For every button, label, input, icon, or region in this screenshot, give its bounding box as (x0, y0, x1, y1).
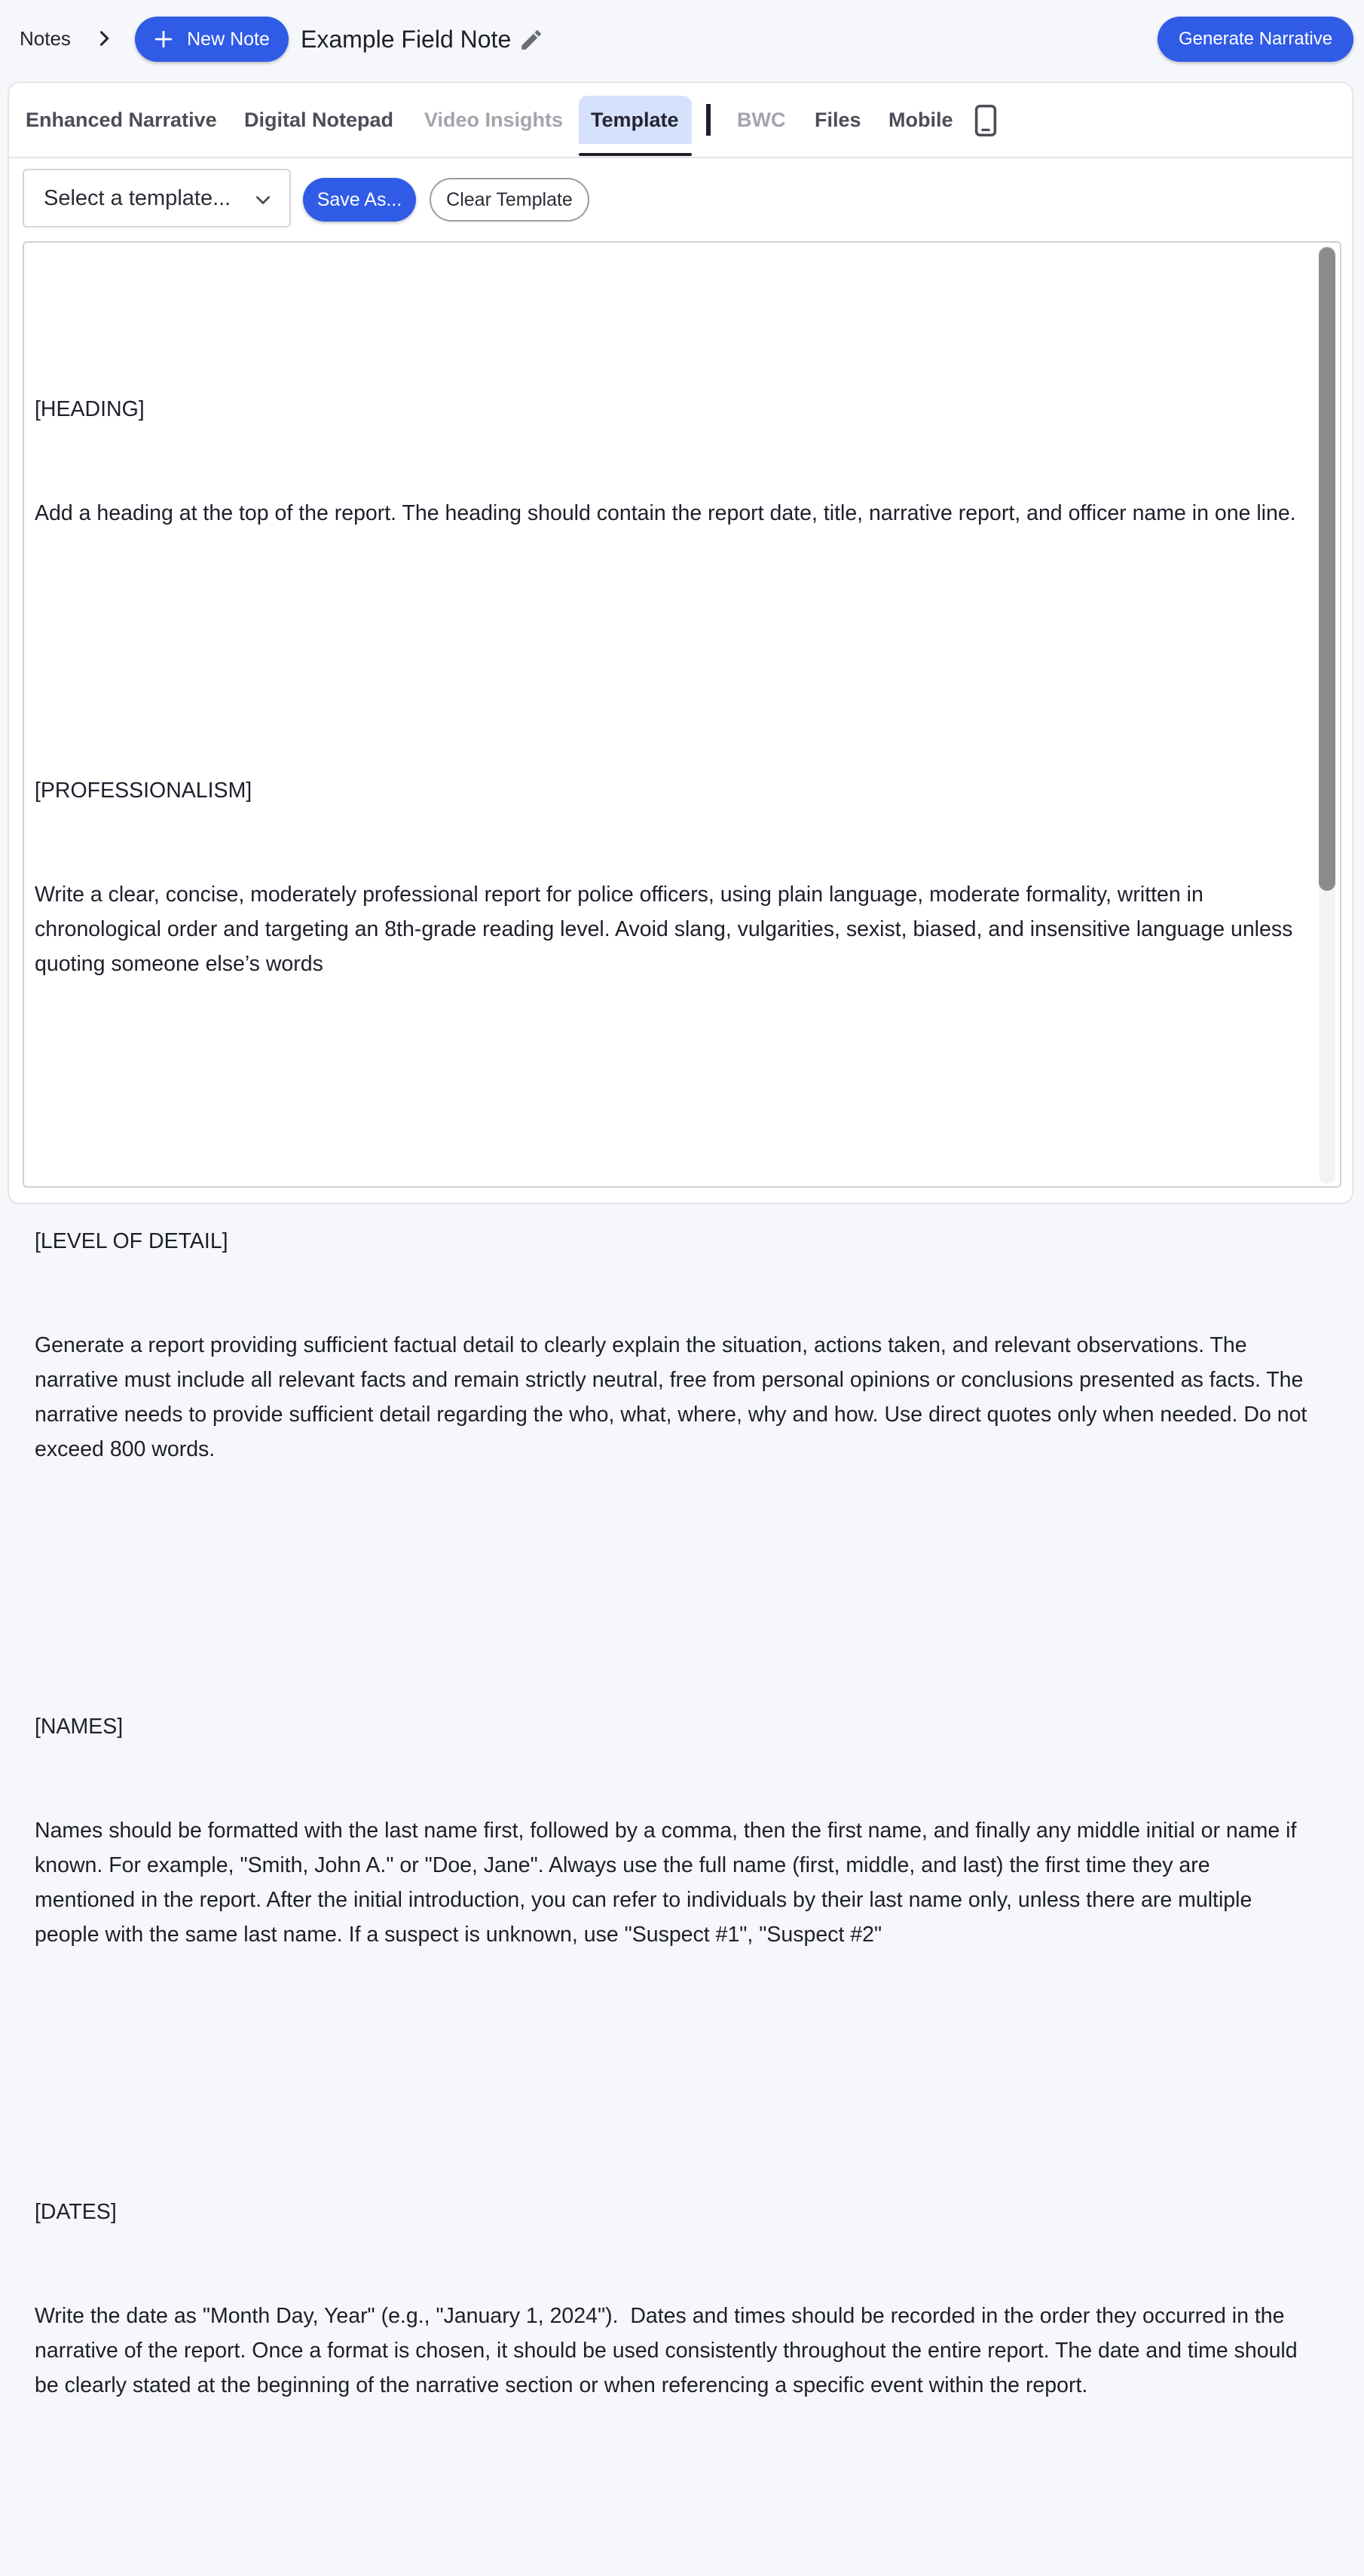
tab-files[interactable]: Files (815, 108, 861, 131)
clear-template-button[interactable]: Clear Template (430, 178, 589, 222)
section-professionalism-title: [PROFESSIONALISM] (35, 779, 252, 803)
editor-scrollbar[interactable] (1319, 246, 1335, 1183)
section-level-of-detail-body: Generate a report providing sufficient factual detail to clearly explain the situation, actions taken, and relevant observations. The narrative must include all relevant facts and remain strictly neutral, free from personal opinions or conclusions presented as facts. The narrative needs to provide sufficient detail regarding the who, what, where, why and how. Use direct quotes only when needed. Do not exceed 800 words. (35, 1333, 1314, 1461)
note-panel (8, 81, 1353, 2397)
section-heading-body: Add a heading at the top of the report. The heading should contain the report date, title, narrative report, and officer name in one line. (35, 501, 1296, 525)
section-professionalism-body: Write a clear, concise, moderately professional report for police officers, using plain language, moderate formality, written in chronological order and targeting an 8th-grade reading level. Avoid slang, vulgarities, sexist, biased, and insensitive language unless quoting someone else’s words (35, 883, 1299, 976)
section-dates-body: Write the date as "Month Day, Year" (e.g., "January 1, 2024"). Dates and times should be recorded in the order they occurred in the narrative of the report. Once a format is chosen, it should be used consistently throughout the entire report. The date and time should be clearly stated at the beginning of the narrative section or when referencing a specific event within the report. (35, 2304, 1304, 2397)
top-bar (0, 0, 1364, 81)
tab-mobile[interactable]: Mobile (888, 108, 953, 131)
template-section-level-of-detail (35, 1155, 1316, 1536)
tab-video-insights[interactable]: Video Insights (424, 108, 564, 131)
tab-template[interactable]: Template (579, 96, 692, 144)
chevron-right-icon (93, 28, 115, 49)
section-names-title: [NAMES] (35, 1715, 124, 1739)
new-note-label: New Note (187, 28, 270, 50)
section-names-body: Names should be formatted with the last name first, followed by a comma, then the first name, and finally any middle initial or name if known. For example, "Smith, John A." or "Doe, Jane". Always use the full name (first, middle, and last) the first time they are mentioned in the report. After the initial introduction, you can refer to individuals by their last name only, unless there are multiple people with the same last name. If a suspect is unknown, use "Suspect #1", "Suspect #2" (35, 1819, 1303, 1947)
new-note-button[interactable] (135, 17, 289, 62)
pencil-icon[interactable] (518, 27, 544, 53)
breadcrumb-notes[interactable]: Notes (20, 27, 71, 50)
generate-narrative-button[interactable]: Generate Narrative (1158, 17, 1353, 62)
phone-icon[interactable] (973, 104, 999, 137)
section-level-of-detail-title: [LEVEL OF DETAIL] (35, 1229, 228, 1253)
active-tab-indicator (579, 153, 692, 156)
save-as-button[interactable]: Save As... (303, 178, 416, 222)
template-select[interactable] (23, 169, 291, 228)
note-title: Example Field Note (301, 26, 512, 53)
tab-bwc[interactable]: BWC (737, 108, 786, 131)
template-select-value: Select a template... (44, 185, 231, 210)
template-section-heading (35, 323, 1316, 600)
template-section-names (35, 1640, 1316, 2021)
template-section-professionalism (35, 704, 1316, 1051)
section-dates-title: [DATES] (35, 2200, 117, 2224)
tab-digital-notepad[interactable]: Digital Notepad (244, 108, 394, 131)
tab-separator (706, 104, 711, 136)
chevron-down-icon (253, 190, 273, 210)
plus-icon (154, 29, 173, 49)
section-heading-title: [HEADING] (35, 397, 145, 421)
template-editor[interactable] (23, 241, 1341, 2397)
tab-bar (9, 83, 1352, 158)
tab-enhanced-narrative[interactable]: Enhanced Narrative (26, 108, 217, 131)
template-text[interactable] (35, 253, 1316, 2576)
template-section-dates (35, 2125, 1316, 2472)
editor-scrollbar-thumb[interactable] (1319, 247, 1335, 891)
